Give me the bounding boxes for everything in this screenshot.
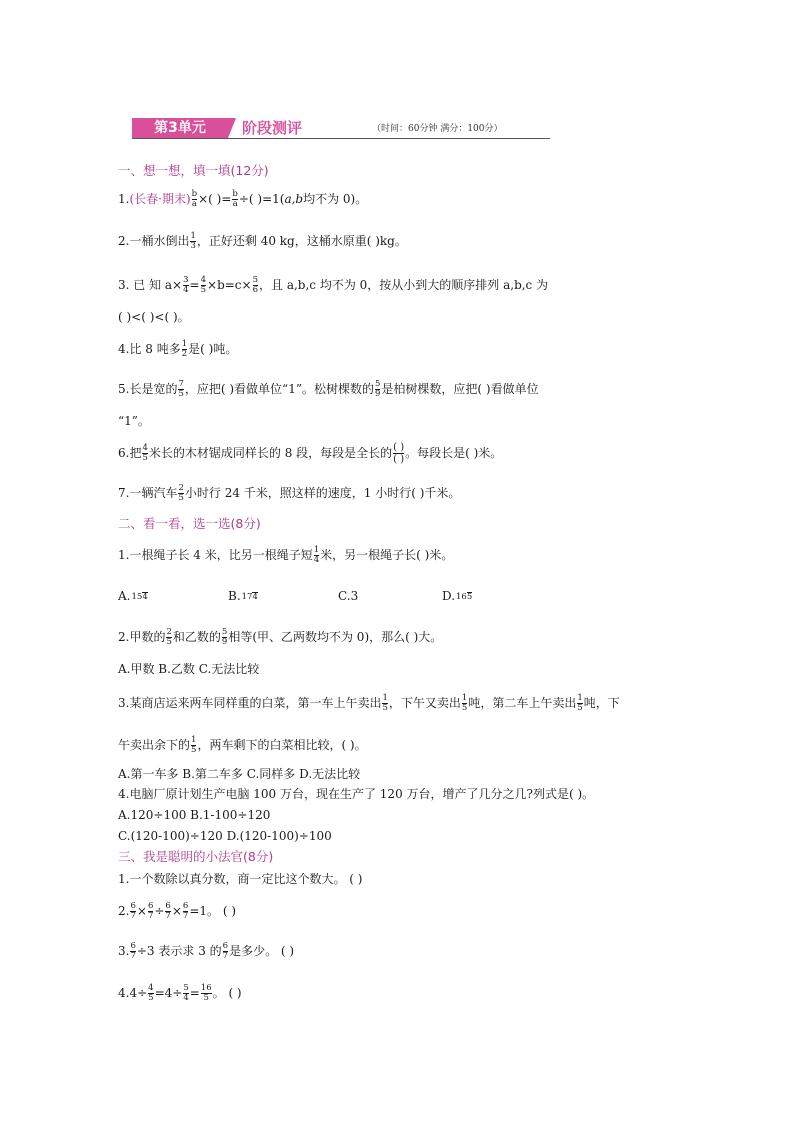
time-info: （时间：60分钟 满分：100分） [372,124,503,134]
judge-4: 4.4÷ $\frac{4}{5}$ =4÷ $\frac{5}{4}$ = $\frac{16}{5}$ 。 ( ) [118,983,242,1003]
fraction: $\frac{b}{a}$ [191,189,198,209]
question-5-line2: “1”。 [118,414,150,428]
question-4: 4.比 8 吨多 $\frac{1}{2}$ 是( )吨。 [118,339,238,359]
fraction: $\frac{1}{5}$ [461,693,468,713]
fraction: $\frac{4}{5}$ [148,983,154,1003]
question-2: 2.一桶水倒出 $\frac{1}{3}$ ，正好还剩 40 kg，这桶水原重( )kg。 [118,231,407,251]
header-divider [132,138,550,139]
question-9: 2.甲数的 $\frac{2}{5}$ 和乙数的 $\frac{5}{9}$ 相等(甲、乙两数均不为 0)，那么( )大。 [118,627,443,647]
question-number: 1. [118,192,130,206]
option-d[interactable]: D.165 [442,589,473,603]
question-5: 5.长是宽的 $\frac{7}{5}$ ，应把( )看做单位“1”。松树棵数的 $\frac{5}{9}$ 是柏树棵数，应把( )看做单位 [118,379,539,399]
option-a[interactable]: A.154 [118,589,148,603]
fraction: $\frac{1}{5}$ [577,693,583,713]
fraction: $\frac{1}{4}$ [313,545,320,565]
fraction: $\frac{6}{7}$ [222,941,229,961]
question-10-line2: 午卖出余下的 $\frac{1}{5}$ ，两车剩下的白菜相比较，( )。 [118,735,367,755]
fraction: $\frac{6}{7}$ [130,941,136,961]
question-11: 4.电脑厂原计划生产电脑 100 万台，现在生产了 120 万台，增产了几分之几?列式是( )。 [118,787,595,801]
unit-header [132,118,550,140]
question-8: 1.一根绳子长 4 米，比另一根绳子短 $\frac{1}{4}$ 米，另一根绳子长( )米。 [118,545,454,565]
fraction: $\frac{2}{5}$ [166,627,172,647]
option-c[interactable]: C.3 [338,589,359,603]
fraction: $\frac{4}{5}$ [142,443,148,463]
judge-2: 2. $\frac{6}{7}$ × $\frac{6}{7}$ ÷ $\frac{6}{7}$ × $\frac{6}{7}$ =1。 ( ) [118,901,237,921]
section-heading-fill: 一、想一想，填一填(12分) [118,163,269,178]
section-heading-choice: 二、看一看，选一选(8分) [118,516,261,531]
option-b[interactable]: B.174 [228,589,258,603]
question-10-options[interactable]: A.第一车多 B.第二车多 C.同样多 D.无法比较 [118,767,361,781]
fraction: $\frac{5}{9}$ [374,379,381,399]
question-8-options [118,587,678,605]
fraction: $\frac{4}{5}$ [200,275,207,295]
fraction: $\frac{1}{5}$ [191,735,197,755]
judge-1: 1.一个数除以真分数，商一定比这个数大。 ( ) [118,872,363,886]
fraction: $\frac{1}{3}$ [190,231,196,251]
question-3: 3. 已 知 a× $\frac{3}{4}$ = $\frac{4}{5}$ ×b=c× $\frac{5}{6}$ ，且 a,b,c 均不为 0，按从小到大的顺序排列 a,b,c 为 [118,275,549,295]
fraction: $\frac{6}{7}$ [165,901,171,921]
fraction: $\frac{b}{a}$ [232,189,238,209]
fraction: $\frac{5}{9}$ [221,627,228,647]
fraction: $\frac{5}{6}$ [252,275,259,295]
question-11-options-2[interactable]: C.(120-100)÷120 D.(120-100)÷100 [118,829,332,843]
fraction: $\frac{6}{7}$ [147,901,154,921]
fraction: $\frac{7}{5}$ [178,379,184,399]
fraction: $\frac{16}{5}$ [200,983,212,1003]
source-tag: (长春·期末) [129,192,191,206]
question-7: 7.一辆汽车 $\frac{2}{5}$ 小时行 24 千米，照这样的速度，1 小时行( )千米。 [118,483,461,503]
question-11-options-1[interactable]: A.120÷100 B.1-100÷120 [118,808,271,822]
unit-label: 第3单元 [132,118,228,138]
fraction: $\frac{1}{2}$ [181,339,188,359]
fraction-blank[interactable]: $\frac{( )}{( )}$ [393,442,405,465]
fraction: $\frac{6}{7}$ [130,901,136,921]
judge-3: 3. $\frac{6}{7}$ ÷3 表示求 3 的 $\frac{6}{7}$ 是多少。 ( ) [118,941,295,961]
question-6: 6.把 $\frac{4}{5}$ 米长的木材锯成同样长的 8 段，每段是全长的 $\frac{( )}{( )}$ 。每段长是( )米。 [118,442,503,465]
fraction: $\frac{1}{5}$ [382,693,388,713]
fraction: $\frac{2}{5}$ [178,483,184,503]
question-9-options[interactable]: A.甲数 B.乙数 C.无法比较 [118,662,260,676]
question-10: 3.某商店运来两车同样重的白菜，第一车上午卖出 $\frac{1}{5}$ ，下午又卖出 $\frac{1}{5}$ 吨，第二车上午卖出 $\frac{1}{5}$ 吨，下 [118,693,620,713]
question-3-line2: ( )<( )<( )。 [118,310,190,324]
fraction: $\frac{6}{7}$ [182,901,189,921]
page-title: 阶段测评 [242,119,303,137]
fraction: $\frac{3}{4}$ [183,275,189,295]
section-heading-judge: 三、我是聪明的小法官(8分) [118,849,274,864]
fraction: $\frac{5}{4}$ [183,983,189,1003]
question-1: 1.(长春·期末) $\frac{b}{a}$ ×( )= $\frac{b}{a}$ ÷( )=1(a,b均不为 0)。 [118,189,368,209]
